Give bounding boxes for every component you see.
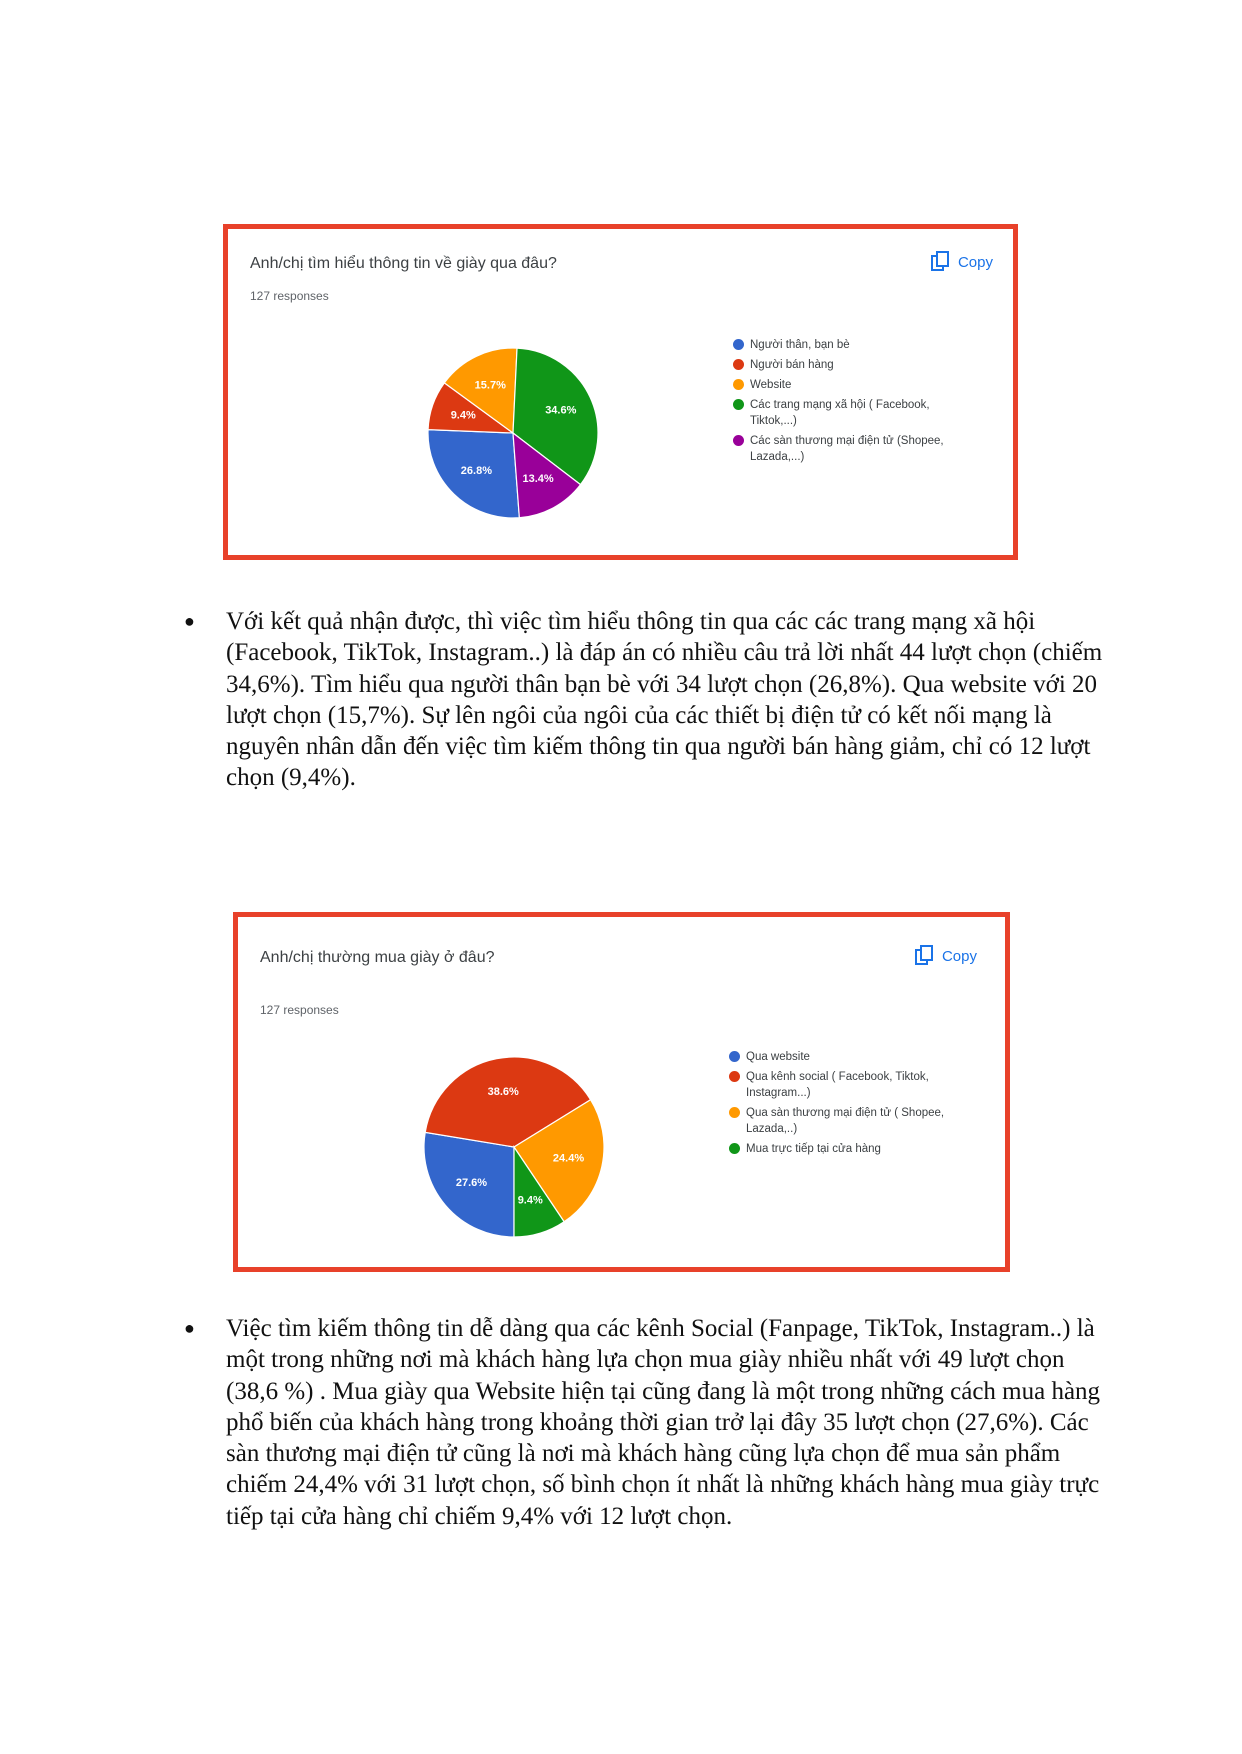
legend-label: Các sàn thương mại điện tử (Shopee, Lazada,...) <box>750 435 944 463</box>
chart-card-info-source <box>223 224 1018 560</box>
slice-value-label: 38.6% <box>487 1086 519 1099</box>
legend-swatch <box>733 359 744 370</box>
legend-swatch <box>729 1071 740 1082</box>
slice-value-label: 27.6% <box>455 1177 488 1190</box>
bullet-icon: ● <box>184 611 195 631</box>
legend-item <box>729 1069 954 1101</box>
slice-value-label: 9.4% <box>517 1194 543 1207</box>
bullet-icon: ● <box>184 1318 195 1338</box>
legend-label: Qua kênh social ( Facebook, Tiktok, Instagram...) <box>746 1071 929 1099</box>
legend-swatch <box>729 1143 740 1154</box>
legend-label: Mua trực tiếp tại cửa hàng <box>746 1143 881 1155</box>
legend-item <box>733 377 958 393</box>
legend-swatch <box>733 435 744 446</box>
legend-swatch <box>729 1051 740 1062</box>
legend-item <box>729 1049 954 1065</box>
slice-value-label: 9.4% <box>450 409 476 422</box>
chart-title: Anh/chị tìm hiểu thông tin về giày qua đâu? <box>250 255 557 272</box>
legend-swatch <box>729 1107 740 1118</box>
response-count: 127 responses <box>250 289 329 303</box>
copy-button[interactable] <box>930 251 993 273</box>
legend-swatch <box>733 399 744 410</box>
copy-label: Copy <box>957 253 993 271</box>
chart-title: Anh/chị thường mua giày ở đâu? <box>260 949 495 966</box>
copy-icon <box>914 945 934 967</box>
legend-swatch <box>733 379 744 390</box>
chart-legend <box>733 337 958 469</box>
chart-card-purchase-channel <box>233 912 1010 1272</box>
legend-item <box>729 1105 954 1137</box>
slice-value-label: 26.8% <box>460 464 493 477</box>
legend-label: Người bán hàng <box>750 359 834 371</box>
pie-chart <box>404 333 624 533</box>
slice-value-label: 34.6% <box>545 404 577 417</box>
legend-label: Qua website <box>746 1051 810 1063</box>
copy-label: Copy <box>941 947 977 965</box>
legend-item <box>733 433 958 465</box>
analysis-paragraph-1 <box>184 606 1104 794</box>
pie-chart <box>404 1047 624 1247</box>
response-count: 127 responses <box>260 1003 339 1017</box>
legend-swatch <box>733 339 744 350</box>
paragraph-text: Việc tìm kiếm thông tin dễ dàng qua các kênh Social (Fanpage, TikTok, Instagram..) là một trong những nơi mà khách hàng lựa chọn mua giày nhiều nhất với 49 lượt chọn (38,6 %) . Mua giày qua Website hiện tại cũng đang là một trong những cách mua hàng phổ biến của khách hàng trong khoảng thời gian trở lại đây 35 lượt chọn (27,6%). Các sàn thương mại điện tử cũng là nơi mà khách hàng cũng lựa chọn để mua sản phẩm chiếm 24,4% với 31 lượt chọn, số bình chọn ít nhất là những khách hàng mua giày trực tiếp tại cửa hàng chỉ chiếm 9,4% với 12 lượt chọn. <box>226 1315 1101 1530</box>
legend-label: Người thân, bạn bè <box>750 339 850 351</box>
slice-value-label: 15.7% <box>474 379 506 392</box>
chart-legend <box>729 1049 954 1161</box>
legend-item <box>729 1141 954 1157</box>
copy-icon <box>930 251 950 273</box>
slice-value-label: 13.4% <box>522 473 554 486</box>
paragraph-text: Với kết quả nhận được, thì việc tìm hiểu thông tin qua các các trang mạng xã hội (Facebook, TikTok, Instagram..) là đáp án có nhiều câu trả lời nhất 44 lượt chọn (chiếm 34,6%). Tìm hiểu qua người thân bạn bè với 34 lượt chọn (26,8%). Qua website với 20 lượt chọn (15,7%). Sự lên ngôi của ngôi của các thiết bị điện tử có kết nối mạng là nguyên nhân dẫn đến việc tìm kiếm thông tin qua người bán hàng giảm, chỉ có 12 lượt chọn (9,4%). <box>226 608 1103 792</box>
legend-label: Các trang mạng xã hội ( Facebook, Tiktok,...) <box>750 399 930 427</box>
analysis-paragraph-2 <box>184 1313 1104 1532</box>
slice-value-label: 24.4% <box>552 1152 585 1165</box>
copy-button[interactable] <box>914 945 977 967</box>
legend-label: Website <box>750 379 792 391</box>
legend-item <box>733 397 958 429</box>
legend-label: Qua sàn thương mại điện tử ( Shopee, Lazada,..) <box>746 1107 945 1135</box>
legend-item <box>733 357 958 373</box>
legend-item <box>733 337 958 353</box>
